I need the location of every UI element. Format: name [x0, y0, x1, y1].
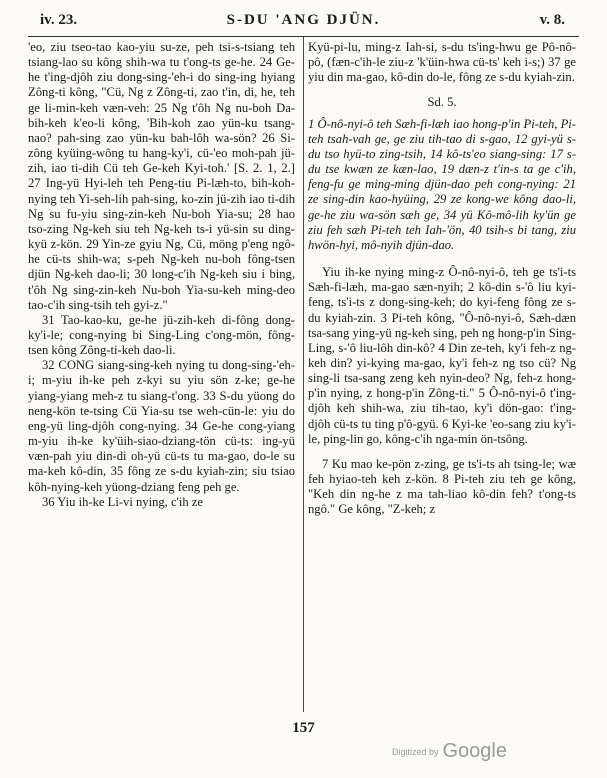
- column-divider: [303, 37, 304, 712]
- right-paragraph-2: 7 Ku mao ke-pön z-zing, ge ts'i-ts ah tsing-le; wæ feh hyiao-teh keh z-kön. 8 Pi-teh ziu teh ge kông, "Keh din ng-he z ma tah-liao kô-din feh? t'ong-ts ngô." Ge kông, "Z-keh; z: [308, 456, 576, 517]
- right-paragraph-1: Yiu ih-ke nying ming-z Ô-nô-nyi-ô, teh ge ts'i-ts Sæh-fi-læh, ma-gao sæn-nyih; 2 kô-din s-'ô liu kyi-feng, ts'i-ts z dong-sing-keh; do kyi-feng fông ze s-du kyiah-zin. 3 Pi-teh kông, "Ô-nô-nyi-ô, Sæh-dæn tsa-sang ying-yü ng-keh sing, peh ng hong-p'in Sing-Ling, s-'ô liu-lôh din-kô? 4 Din ze-teh, ky'i feh-z ng-keh din? yi-kying ma-gao, ky'i feh-z ng tso cü? Ng sing-li tsa-sang zeng keh nyin-deo? Ng, feh-z hong-p'in nying, z hong-p'in Zông-ti." 5 Ô-nô-nyi-ô t'ing-djôh keh shih-wa, ziu tih-tao, ky'i dön-gao: t'ing-djôh cü-ts tu ting p'ô-gyü. 6 Kyi-ke 'eo-sang ziu ky'i-le, ping-lin go, kông-c'ih nga-min ön-tsông.: [308, 265, 576, 446]
- left-column: [28, 40, 295, 510]
- digitized-watermark: [392, 740, 507, 763]
- running-header: [28, 10, 579, 32]
- verse-reference: v. 8.: [539, 12, 565, 28]
- left-paragraph-2: 31 Tao-kao-ku, ge-he jü-zih-keh di-fông dong-ky'i-le; cong-nying bi Sing-Ling c'ong-mön, fông-tsen kông Zông-ti-keh dao-li.: [28, 312, 295, 358]
- google-logo: Google: [442, 740, 507, 762]
- right-paragraph-top: Kyü-pi-lu, ming-z Iah-si, s-du ts'ing-hwu ge Pô-nô-pô, (fæn-c'ih-le ziu-z 'k'üin-hwa cü-ts' keh i-s;) 37 ge yiu din ma-gao, kô-din do-le, fông ze s-du kyiah-zin.: [308, 40, 576, 85]
- watermark-prefix: Digitized by: [391, 746, 439, 757]
- section-heading: Sd. 5.: [427, 95, 457, 110]
- section-summary: 1 Ô-nô-nyi-ô teh Sæh-fi-læh iao hong-p'in Pi-teh, Pi-teh tsah-vah ge, ge ziu tih-tao di s-gao, 12 gyi-yü s-du tso hyü-to zing-tsih, 14 kô-ts'eo siang-sing: 17 s-du tse kwæn ze kæn-lao, 19 dæn-z t'in-s ta ge c'ih, feng-fu ge ming-ming djün-dao peh cong-nying: 21 ze sing-din kao-hyüing, 29 ze kong-we kông dao-li, ge-he ziu wa-sön sæh ge, 34 yü Kô-mô-lih ky'ün ge ziu feh sæh Pi-teh teh Iah-'ön, 40 tsih-s bi tang, ziu hwön-hyi, mô-nyih djün-dao.: [308, 116, 576, 252]
- left-paragraph-4: 36 Yiu ih-ke Li-vi nying, c'ih ze: [42, 494, 203, 509]
- page-number: 157: [292, 720, 315, 736]
- chapter-reference: iv. 23.: [40, 12, 78, 28]
- left-paragraph-1: 'eo, ziu tseo-tao kao-yiu su-ze, peh tsi-s-tsiang teh tsiang-lao su kông shih-wa tu t'ong-ts ge-he. 24 Ge-he t'ing-djôh ziu dong-sing-'eh-i do sing-ing hyiang Zông-ti kông, "Cü, Ng z Zông-ti, zao t'in, di, he, teh ge li-min-keh væn-veh: 25 Ng t'ôh Ng nu-boh Da-bih-keh k'eo-li kông, 'Bih-koh zao yün-ku tsang-nao? pah-sing zao yün-ku bah-lôh wa-sön? 26 Si-zông kyüing-wông tu hang-ky'i, cü-'eo moh-pah jü-zih, iao ti-dih Cü teh Ge-keh Kyi-toh.' [S. 2. 1, 2.] 27 Ing-yü Hyi-leh teh Peng-tiu Pi-læh-to, bih-koh-nying teh Yi-seh-lih pah-sing, ko-zin jü-zih iao ti-dih Ng su fu-yiu sing-zin-keh Nu-boh Yia-su; 28 hao tso-zing Ng-keh siu teh Ng-keh ts-i yü-sin su ding-kyü z-kön. 29 Yin-ze gyiu Ng, Cü, möng p'eng ngô-he cü-ts shih-wa; s-peh Ng-keh nu-boh fông-tsen djün Ng-keh dao-li; 30 long-c'ih Ng-keh siu i bing, t'ôh Ng sing-zin-keh Nu-boh Yia-su-keh ming-deo tao-c'ih sing-tsih teh gyi-z.": [28, 40, 295, 312]
- right-column: [308, 40, 576, 518]
- book-title: S-DU 'ANG DJÜN.: [226, 12, 381, 28]
- left-paragraph-3: 32 CONG siang-sing-keh nying tu dong-sing-'eh-i; m-yiu ih-ke peh z-kyi su yiu sön z-ke; ge-he yiang-yiang meh-z tu siang-t'ong. 33 S-du yüong do neng-kön te-tsing Cü Yia-su tse weh-cün-le: yiu do eng-yü ling-djôh cong-nying. 34 Ge-he cong-yiang m-yiu ih-ke ky'üih-siao-dziang-tön cü-ts: ing-yü væn-pah yiu din-di oh-yü cü-ts tu ma-gao, do-le su ma-keh kô-din, 35 fông ze s-du kyiah-zin; siu tsiao kôh-nying-keh yüong-dziang feng peh ge.: [28, 358, 295, 494]
